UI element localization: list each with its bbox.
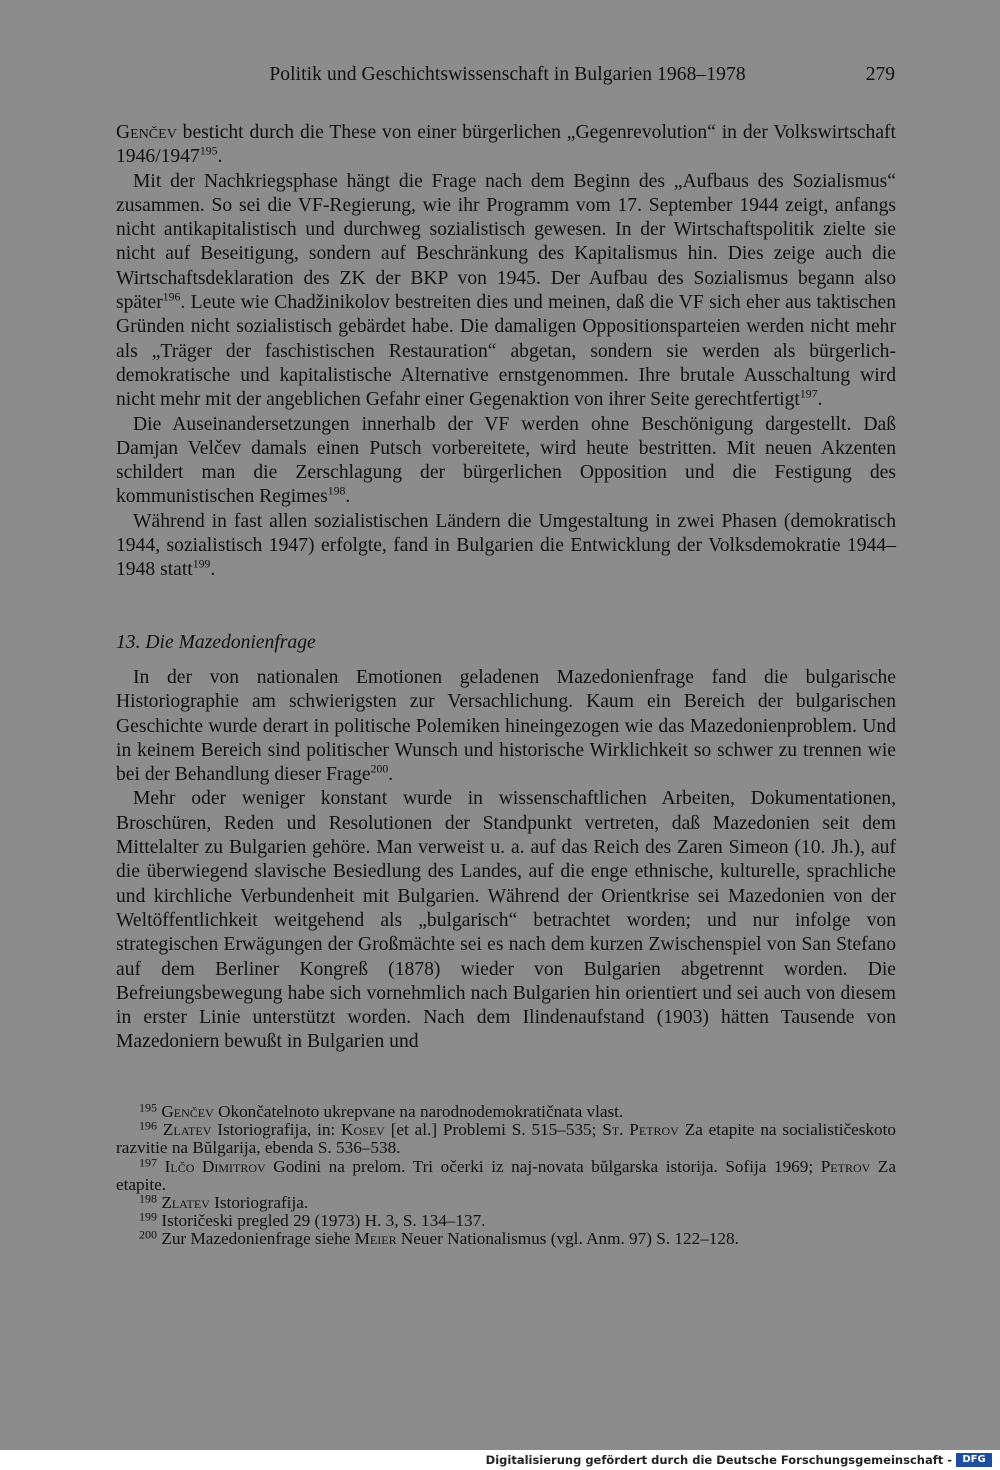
footnote-ref: 197 [799, 387, 818, 401]
footnote: $^{196}$ Zlatev Istoriografija, in: Kosev [et al.] Problemi S. 515–535; St. Petrov Za etapite na socialističeskoto razvitie na Bŭlgarija, ebenda S. 536–538. [116, 1118, 896, 1158]
footnote: $^{198}$ Zlatev Istoriografija. [139, 1191, 309, 1213]
footnote-ref: 198 [327, 484, 346, 498]
footnote-ref: 199 [192, 557, 211, 571]
dfg-logo: DFG [956, 1453, 992, 1467]
funding-footer [0, 1450, 1000, 1470]
page-number: 279 [865, 64, 895, 85]
footnote: $^{195}$ Genčev Okončatelnoto ukrepvane na narodnodemokratičnata vlast. [139, 1100, 624, 1121]
paragraph: Mit der Nachkriegsphase hängt die Frage nach dem Beginn des „Aufbaus des Sozialismus“ zusammen. So sei die VF-Regierung, wie ihr Programm vom 17. September 1944 zeigt, anfangs nicht antikapitalistisch und durchweg sozialistisch gewesen. In der Wirtschaftspolitik zielte sie nicht auf Beseitigung, sondern auf Beschränkung des Kapitalismus hin. Dies zeige auch die Wirtschaftsdeklaration des ZK der BKP von 1945. Der Aufbau des Sozialismus begann also später$^{196}$. Leute wie Chadžinikolov bestreiten dies und meinen, daß die VF sich eher aus taktischen Gründen nicht sozialistisch gebärdet habe. Die damaligen Oppositionsparteien werden nicht mehr als „Träger der faschistischen Restauration“ abgetan, sondern sie werden als bürgerlich-demokratische und kapitalistische Alternative ernstgenommen. Ihre brutale Ausschaltung wird nicht mehr mit der angeblichen Gefahr einer Gegenaktion von ihrer Seite gerechtfertigt$^{197}$. [116, 170, 896, 411]
body-text-top [116, 121, 896, 583]
footnote-ref: 200 [370, 762, 389, 776]
body-text-section [116, 666, 896, 1055]
paragraph: Die Auseinandersetzungen innerhalb der VF werden ohne Beschönigung dargestellt. Daß Damjan Velčev damals einen Putsch vorbereitete, wird heute bestritten. Mit neuen Akzenten schildert man die Zerschlagung der bürgerlichen Opposition und die Festigung des kommunistischen Regimes$^{198}$. [116, 413, 896, 508]
footnote-ref: 195 [199, 144, 218, 158]
section-heading: 13. Die Mazedonienfrage [116, 632, 316, 653]
paragraph: Mehr oder weniger konstant wurde in wissenschaftlichen Arbeiten, Dokumentationen, Broschüren, Reden und Resolutionen der Standpunkt vertreten, daß Mazedonien seit dem Mittelalter zu Bulgarien gehöre. Man verweist u. a. auf das Reich des Zaren Simeon (10. Jh.), auf die überwiegend slavische Besiedlung des Landes, auf die enge ethnische, kulturelle, sprachliche und kirchliche Verbundenheit mit Bulgarien. Während der Orientkrise sei Mazedonien von der Weltöffentlichkeit weitgehend als „bulgarisch“ betrachtet worden; und nur infolge von strategischen Erwägungen der Großmächte sei es nach dem kurzen Zwischenspiel von San Stefano auf dem Berliner Kongreß (1878) wieder von Bulgarien abgetrennt worden. Die Befreiungsbewegung habe sich vornehmlich nach Bulgarien hin orientiert und sei auch von diesem in erster Linie unterstützt worden. Nach dem Ilindenaufstand (1903) hätten Tausende von Mazedoniern bewußt in Bulgarien und [116, 788, 896, 1053]
running-header: Politik und Geschichtswissenschaft in Bulgarien 1968–1978 [269, 64, 746, 85]
footnote: $^{197}$ Ilčo Dimitrov Godini na prelom. Tri očerki iz naj-novata bŭlgarska istorija. Sofija 1969; Petrov Za etapite. [116, 1155, 896, 1194]
paragraph: Während in fast allen sozialistischen Ländern die Umgestaltung in zwei Phasen (demokratisch 1944, sozialistisch 1947) erfolgte, fand in Bulgarien die Entwicklung der Volksdemokratie 1944–1948 statt$^{199}$. [116, 510, 896, 581]
footnote: $^{199}$ Istoričeski pregled 29 (1973) H. 3, S. 134–137. [139, 1209, 486, 1231]
funding-notice: Digitalisierung gefördert durch die Deutsche Forschungsgemeinschaft - [485, 1453, 952, 1467]
paragraph: In der von nationalen Emotionen geladenen Mazedonienfrage fand die bulgarische Historiographie am schwierigsten zur Versachlichung. Kaum ein Bereich der bulgarischen Geschichte wurde derart in politische Polemiken hineingezogen wie das Mazedonienproblem. Und in keinem Bereich sind politischer Wunsch und historische Wirklichkeit so schwer zu trennen wie bei der Behandlung dieser Frage$^{200}$. [116, 667, 896, 786]
footnote: $^{200}$ Zur Mazedonienfrage siehe Meier Neuer Nationalismus (vgl. Anm. 97) S. 122–128. [139, 1228, 739, 1249]
footnotes [116, 1100, 896, 1249]
footnote-ref: 196 [162, 290, 181, 304]
paragraph: Genčev besticht durch die These von einer bürgerlichen „Gegenrevolution“ in der Volkswirtschaft 1946/1947$^{195}$. [116, 122, 896, 168]
